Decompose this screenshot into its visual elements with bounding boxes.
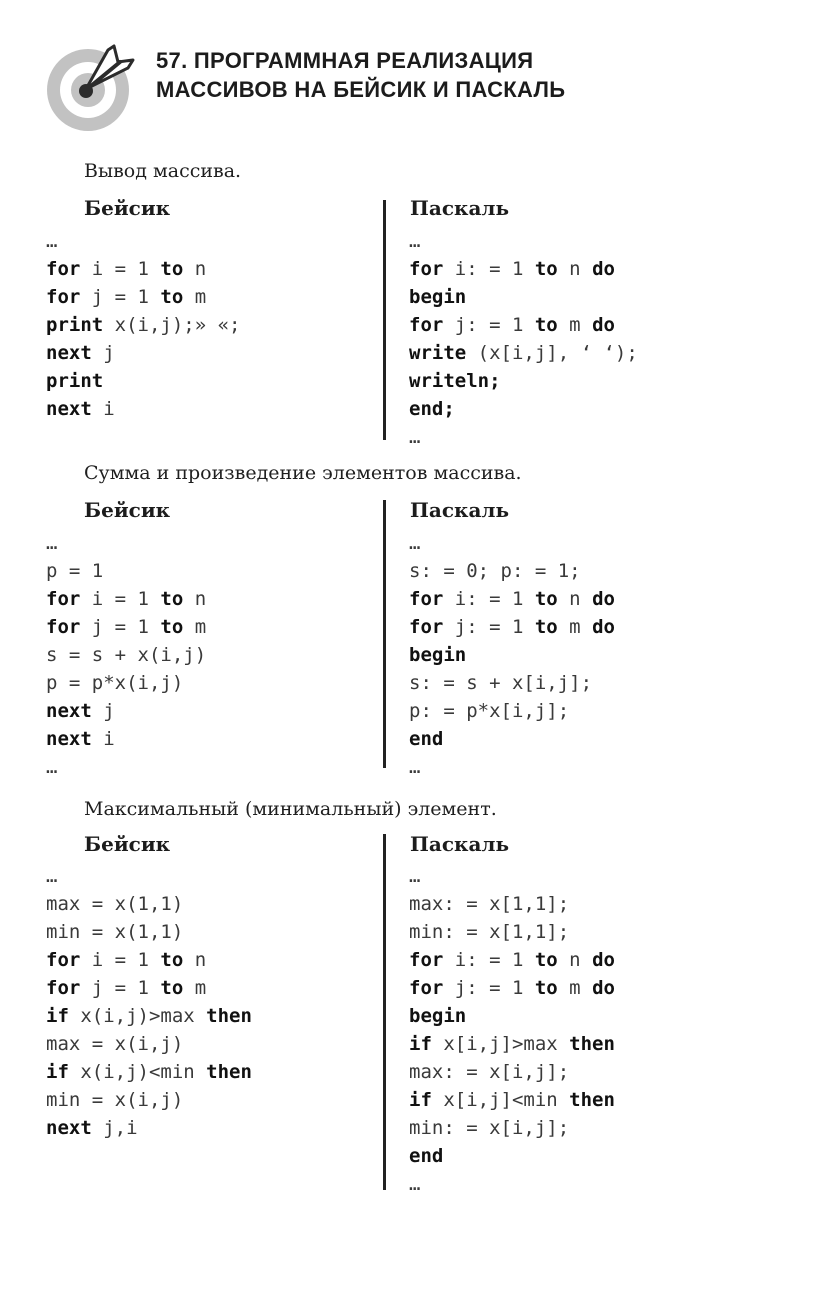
code-keyword: if	[46, 1005, 69, 1027]
section-title-sum-product: Сумма и произведение элементов массива.	[84, 462, 522, 484]
column-divider	[383, 500, 386, 768]
code-keyword: to	[160, 286, 184, 308]
code-line	[409, 725, 615, 753]
code-keyword: to	[534, 258, 558, 280]
code-line: p: = p*x[i,j];	[409, 700, 570, 722]
code-line: p = 1	[46, 560, 104, 582]
code-keyword: begin	[409, 1005, 467, 1027]
code-line	[409, 641, 615, 669]
code-line: for j = 1 to m	[46, 977, 207, 999]
column-divider	[383, 200, 386, 440]
code-line: …	[409, 1173, 421, 1195]
code-keyword: then	[206, 1061, 252, 1083]
basic-code-block	[46, 529, 206, 781]
code-keyword: for	[409, 949, 444, 971]
code-keyword: do	[592, 616, 615, 638]
code-line: for i: = 1 to n do	[409, 258, 615, 280]
code-line: next i	[46, 398, 115, 420]
code-line: for i: = 1 to n do	[409, 949, 615, 971]
code-keyword: begin	[409, 644, 467, 666]
code-line: …	[46, 865, 58, 887]
code-keyword: if	[409, 1033, 432, 1055]
code-keyword: write	[409, 342, 467, 364]
code-line: p = p*x(i,j)	[46, 672, 184, 694]
basic-code-block	[46, 862, 252, 1142]
code-line	[409, 1002, 615, 1030]
code-keyword: end	[409, 1145, 444, 1167]
code-line: next j,i	[46, 1117, 138, 1139]
section-title-output: Вывод массива.	[84, 160, 242, 182]
basic-label: Бейсик	[84, 498, 171, 522]
code-line: …	[409, 865, 421, 887]
code-line: for i = 1 to n	[46, 258, 207, 280]
code-keyword: end;	[409, 398, 455, 420]
code-keyword: next	[46, 398, 92, 420]
section-title-max-min: Максимальный (минимальный) элемент.	[84, 798, 497, 820]
heading-line-1: 57. ПРОГРАММНАЯ РЕАЛИЗАЦИЯ	[156, 48, 534, 73]
code-keyword: to	[534, 616, 558, 638]
code-keyword: for	[46, 977, 81, 999]
code-keyword: to	[160, 588, 184, 610]
code-keyword: if	[46, 1061, 69, 1083]
code-line: max = x(i,j)	[46, 1033, 184, 1055]
code-keyword: to	[160, 258, 184, 280]
basic-label: Бейсик	[84, 196, 171, 220]
code-line: for j: = 1 to m do	[409, 977, 615, 999]
code-line: if x(i,j)>max then	[46, 1005, 252, 1027]
code-keyword: for	[409, 314, 444, 336]
code-keyword: to	[534, 977, 558, 999]
page-heading	[156, 46, 565, 104]
code-keyword: then	[206, 1005, 252, 1027]
code-keyword: for	[46, 949, 81, 971]
pascal-label: Паскаль	[410, 196, 510, 220]
code-line	[409, 1142, 615, 1170]
code-line: …	[409, 426, 421, 448]
code-keyword: to	[534, 949, 558, 971]
code-keyword: for	[409, 977, 444, 999]
code-keyword: then	[569, 1089, 615, 1111]
code-line: …	[46, 230, 58, 252]
code-line: …	[46, 532, 58, 554]
code-line: min = x(1,1)	[46, 921, 184, 943]
code-keyword: if	[409, 1089, 432, 1111]
code-keyword: do	[592, 588, 615, 610]
code-line: …	[409, 532, 421, 554]
code-line: …	[46, 756, 58, 778]
code-line	[409, 395, 638, 423]
code-keyword: next	[46, 1117, 92, 1139]
code-line: for j = 1 to m	[46, 616, 207, 638]
code-keyword: print	[46, 314, 104, 336]
code-keyword: for	[46, 616, 81, 638]
code-line: next i	[46, 728, 115, 750]
code-keyword: begin	[409, 286, 467, 308]
basic-label: Бейсик	[84, 832, 171, 856]
heading-line-2: МАССИВОВ НА БЕЙСИК И ПАСКАЛЬ	[156, 77, 566, 102]
code-keyword: for	[409, 258, 444, 280]
code-line: for i = 1 to n	[46, 949, 207, 971]
code-line: next j	[46, 700, 115, 722]
code-keyword: then	[569, 1033, 615, 1055]
code-line: for j = 1 to m	[46, 286, 207, 308]
code-line	[409, 367, 638, 395]
pascal-code-block	[409, 227, 638, 451]
code-line: max: = x[i,j];	[409, 1061, 570, 1083]
code-line: s = s + x(i,j)	[46, 644, 207, 666]
pascal-code-block	[409, 529, 615, 781]
code-line: s: = s + x[i,j];	[409, 672, 593, 694]
code-keyword: to	[160, 977, 184, 999]
code-keyword: print	[46, 370, 104, 392]
pascal-code-block	[409, 862, 615, 1198]
target-arrow-icon	[44, 40, 136, 132]
basic-code-block	[46, 227, 240, 423]
code-line: s: = 0; p: = 1;	[409, 560, 581, 582]
code-keyword: do	[592, 949, 615, 971]
code-line: for i = 1 to n	[46, 588, 207, 610]
code-keyword: do	[592, 314, 615, 336]
code-keyword: next	[46, 728, 92, 750]
pascal-label: Паскаль	[410, 498, 510, 522]
pascal-label: Паскаль	[410, 832, 510, 856]
code-line: print x(i,j);» «;	[46, 314, 241, 336]
code-keyword: for	[46, 258, 81, 280]
code-line	[409, 283, 638, 311]
code-line: for j: = 1 to m do	[409, 314, 615, 336]
code-keyword: next	[46, 342, 92, 364]
code-line: min: = x[1,1];	[409, 921, 570, 943]
code-keyword: for	[46, 286, 81, 308]
code-line: …	[409, 230, 421, 252]
code-keyword: to	[534, 314, 558, 336]
code-keyword: writeln;	[409, 370, 501, 392]
code-keyword: for	[409, 588, 444, 610]
code-line: if x[i,j]<min then	[409, 1089, 615, 1111]
code-line: for j: = 1 to m do	[409, 616, 615, 638]
code-line: for i: = 1 to n do	[409, 588, 615, 610]
code-keyword: next	[46, 700, 92, 722]
code-line: min: = x[i,j];	[409, 1117, 570, 1139]
code-keyword: do	[592, 977, 615, 999]
code-keyword: end	[409, 728, 444, 750]
code-line: if x[i,j]>max then	[409, 1033, 615, 1055]
code-line: next j	[46, 342, 115, 364]
column-divider	[383, 834, 386, 1190]
code-line: write (x[i,j], ‘ ‘);	[409, 342, 638, 364]
code-line	[46, 367, 240, 395]
code-line: if x(i,j)<min then	[46, 1061, 252, 1083]
code-keyword: to	[160, 949, 184, 971]
code-keyword: for	[46, 588, 81, 610]
code-line: max = x(1,1)	[46, 893, 184, 915]
code-keyword: to	[534, 588, 558, 610]
code-line: max: = x[1,1];	[409, 893, 570, 915]
code-keyword: for	[409, 616, 444, 638]
code-keyword: do	[592, 258, 615, 280]
code-keyword: to	[160, 616, 184, 638]
code-line: …	[409, 756, 421, 778]
code-line: min = x(i,j)	[46, 1089, 184, 1111]
